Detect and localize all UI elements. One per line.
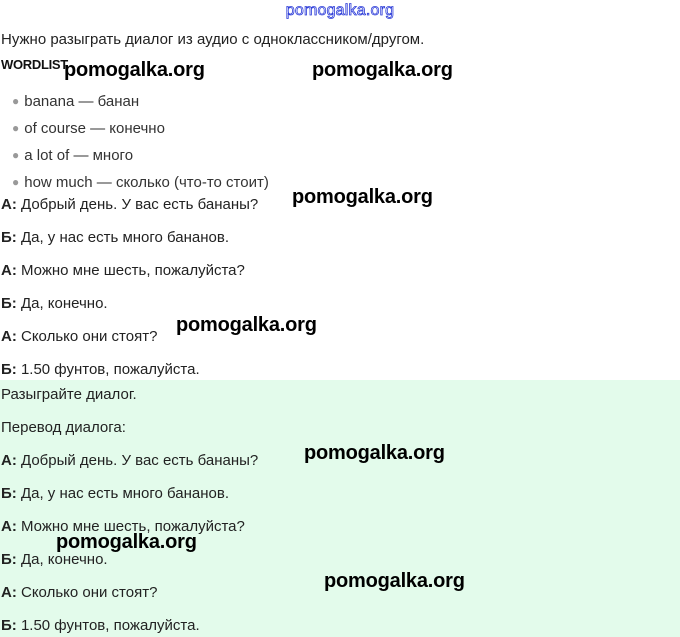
wordlist-title: WORDLIST — [1, 57, 68, 72]
translation-line: Б: Да, конечно. — [1, 551, 108, 568]
translation-line: А: Можно мне шесть, пожалуйста? — [1, 518, 245, 535]
bullet-icon: ● — [12, 175, 20, 189]
wordlist-item: ● of course — конечно — [12, 120, 165, 137]
translation-line: А: Добрый день. У вас есть бананы? — [1, 452, 259, 469]
watermark-text: pomogalka.org — [324, 570, 465, 592]
watermark-text: pomogalka.org — [312, 59, 453, 81]
wordlist-item: ● banana — банан — [12, 93, 140, 110]
translation-line: Б: 1.50 фунтов, пожалуйста. — [1, 617, 200, 634]
bullet-icon: ● — [12, 94, 20, 108]
dialog-line: Б: 1.50 фунтов, пожалуйста. — [1, 361, 200, 378]
translation-line: Б: Да, у нас есть много бананов. — [1, 485, 230, 502]
bullet-icon: ● — [12, 148, 20, 162]
wordlist-item: ● a lot of — много — [12, 147, 134, 164]
wordlist-item: ● how much — сколько (что-то стоит) — [12, 174, 269, 191]
translation-line: А: Сколько они стоят? — [1, 584, 158, 601]
task-instruction: Нужно разыграть диалог из аудио с одноклассником/другом. — [1, 31, 425, 48]
watermark-text: pomogalka.org — [292, 186, 433, 208]
watermark-text: pomogalka.org — [64, 59, 205, 81]
dialog-line: А: Добрый день. У вас есть бананы? — [1, 196, 259, 213]
site-header-logo[interactable]: pomogalka.org — [285, 2, 395, 19]
dialog-line: А: Можно мне шесть, пожалуйста? — [1, 262, 245, 279]
watermark-text: pomogalka.org — [176, 314, 317, 336]
dialog-line: Б: Да, у нас есть много бананов. — [1, 229, 230, 246]
dialog-line: А: Сколько они стоят? — [1, 328, 158, 345]
translation-title: Перевод диалога: — [1, 419, 126, 436]
watermark-text: pomogalka.org — [56, 531, 197, 553]
dialog-line: Б: Да, конечно. — [1, 295, 108, 312]
answer-intro: Разыграйте диалог. — [1, 386, 137, 403]
watermark-text: pomogalka.org — [304, 442, 445, 464]
bullet-icon: ● — [12, 121, 20, 135]
